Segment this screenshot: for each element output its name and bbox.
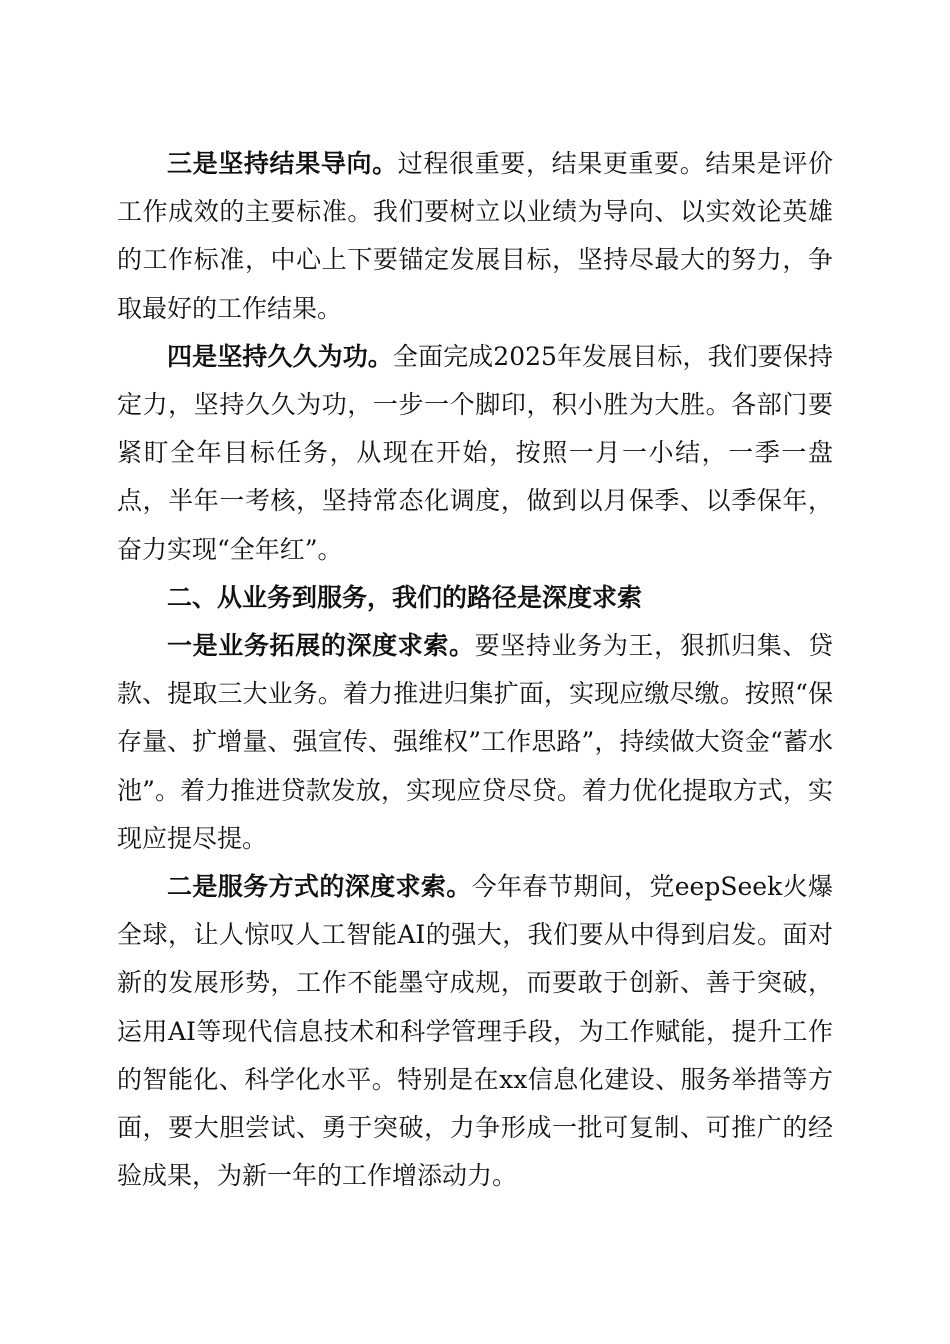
paragraph-text: 全面完成2025年发展目标，我们要保持定力，坚持久久为功，一步一个脚印，积小胜为大胜。各部门要紧盯全年目标任务，从现在开始，按照一月一小结，一季一盘点，半年一考核，坚持常态化调度，做到以月保季、以季保年，奋力实现“全年红”。 — [117, 341, 833, 564]
paragraph-lead: 一是业务拓展的深度求索。 — [167, 631, 475, 661]
paragraph-lead: 三是坚持结果导向。 — [167, 149, 398, 178]
paragraph-text: 今年春节期间，党eepSeek火爆全球，让人惊叹人工智能AI的强大，我们要从中得到启发。面对新的发展形势，工作不能墨守成规，而要敢于创新、善于突破，运用AI等现代信息技术和科学管理手段，为工作赋能，提升工作的智能化、科学化水平。特别是在xx信息化建设、服务举措等方面，要大胆尝试、勇于突破，力争形成一批可复制、可推广的经验成果，为新一年的工作增添动力。 — [117, 872, 833, 1191]
paragraph-service-approach — [117, 863, 833, 1200]
paragraph-lead: 四是坚持久久为功。 — [167, 341, 393, 371]
paragraph-result-oriented — [117, 140, 833, 333]
paragraph-lead: 二是服务方式的深度求索。 — [167, 872, 472, 902]
paragraph-text: 要坚持业务为王，狠抓归集、贷款、提取三大业务。着力推进归集扩面，实现应缴尽缴。按照“保存量、扩增量、强宣传、强维权”工作思路”，持续做大资金“蓄水池”。着力推进贷款发放，实现应贷尽贷。着力优化提取方式，实现应提尽提。 — [117, 631, 833, 853]
paragraph-persistence — [117, 333, 833, 574]
document-body — [117, 140, 833, 1200]
paragraph-business-expansion — [117, 622, 833, 863]
paragraph-text: 过程很重要，结果更重要。结果是评价工作成效的主要标准。我们要树立以业绩为导向、以实效论英雄的工作标准，中心上下要锚定发展目标，坚持尽最大的努力，争取最好的工作结果。 — [117, 149, 833, 323]
section-heading: 二、从业务到服务，我们的路径是深度求索 — [167, 582, 643, 612]
